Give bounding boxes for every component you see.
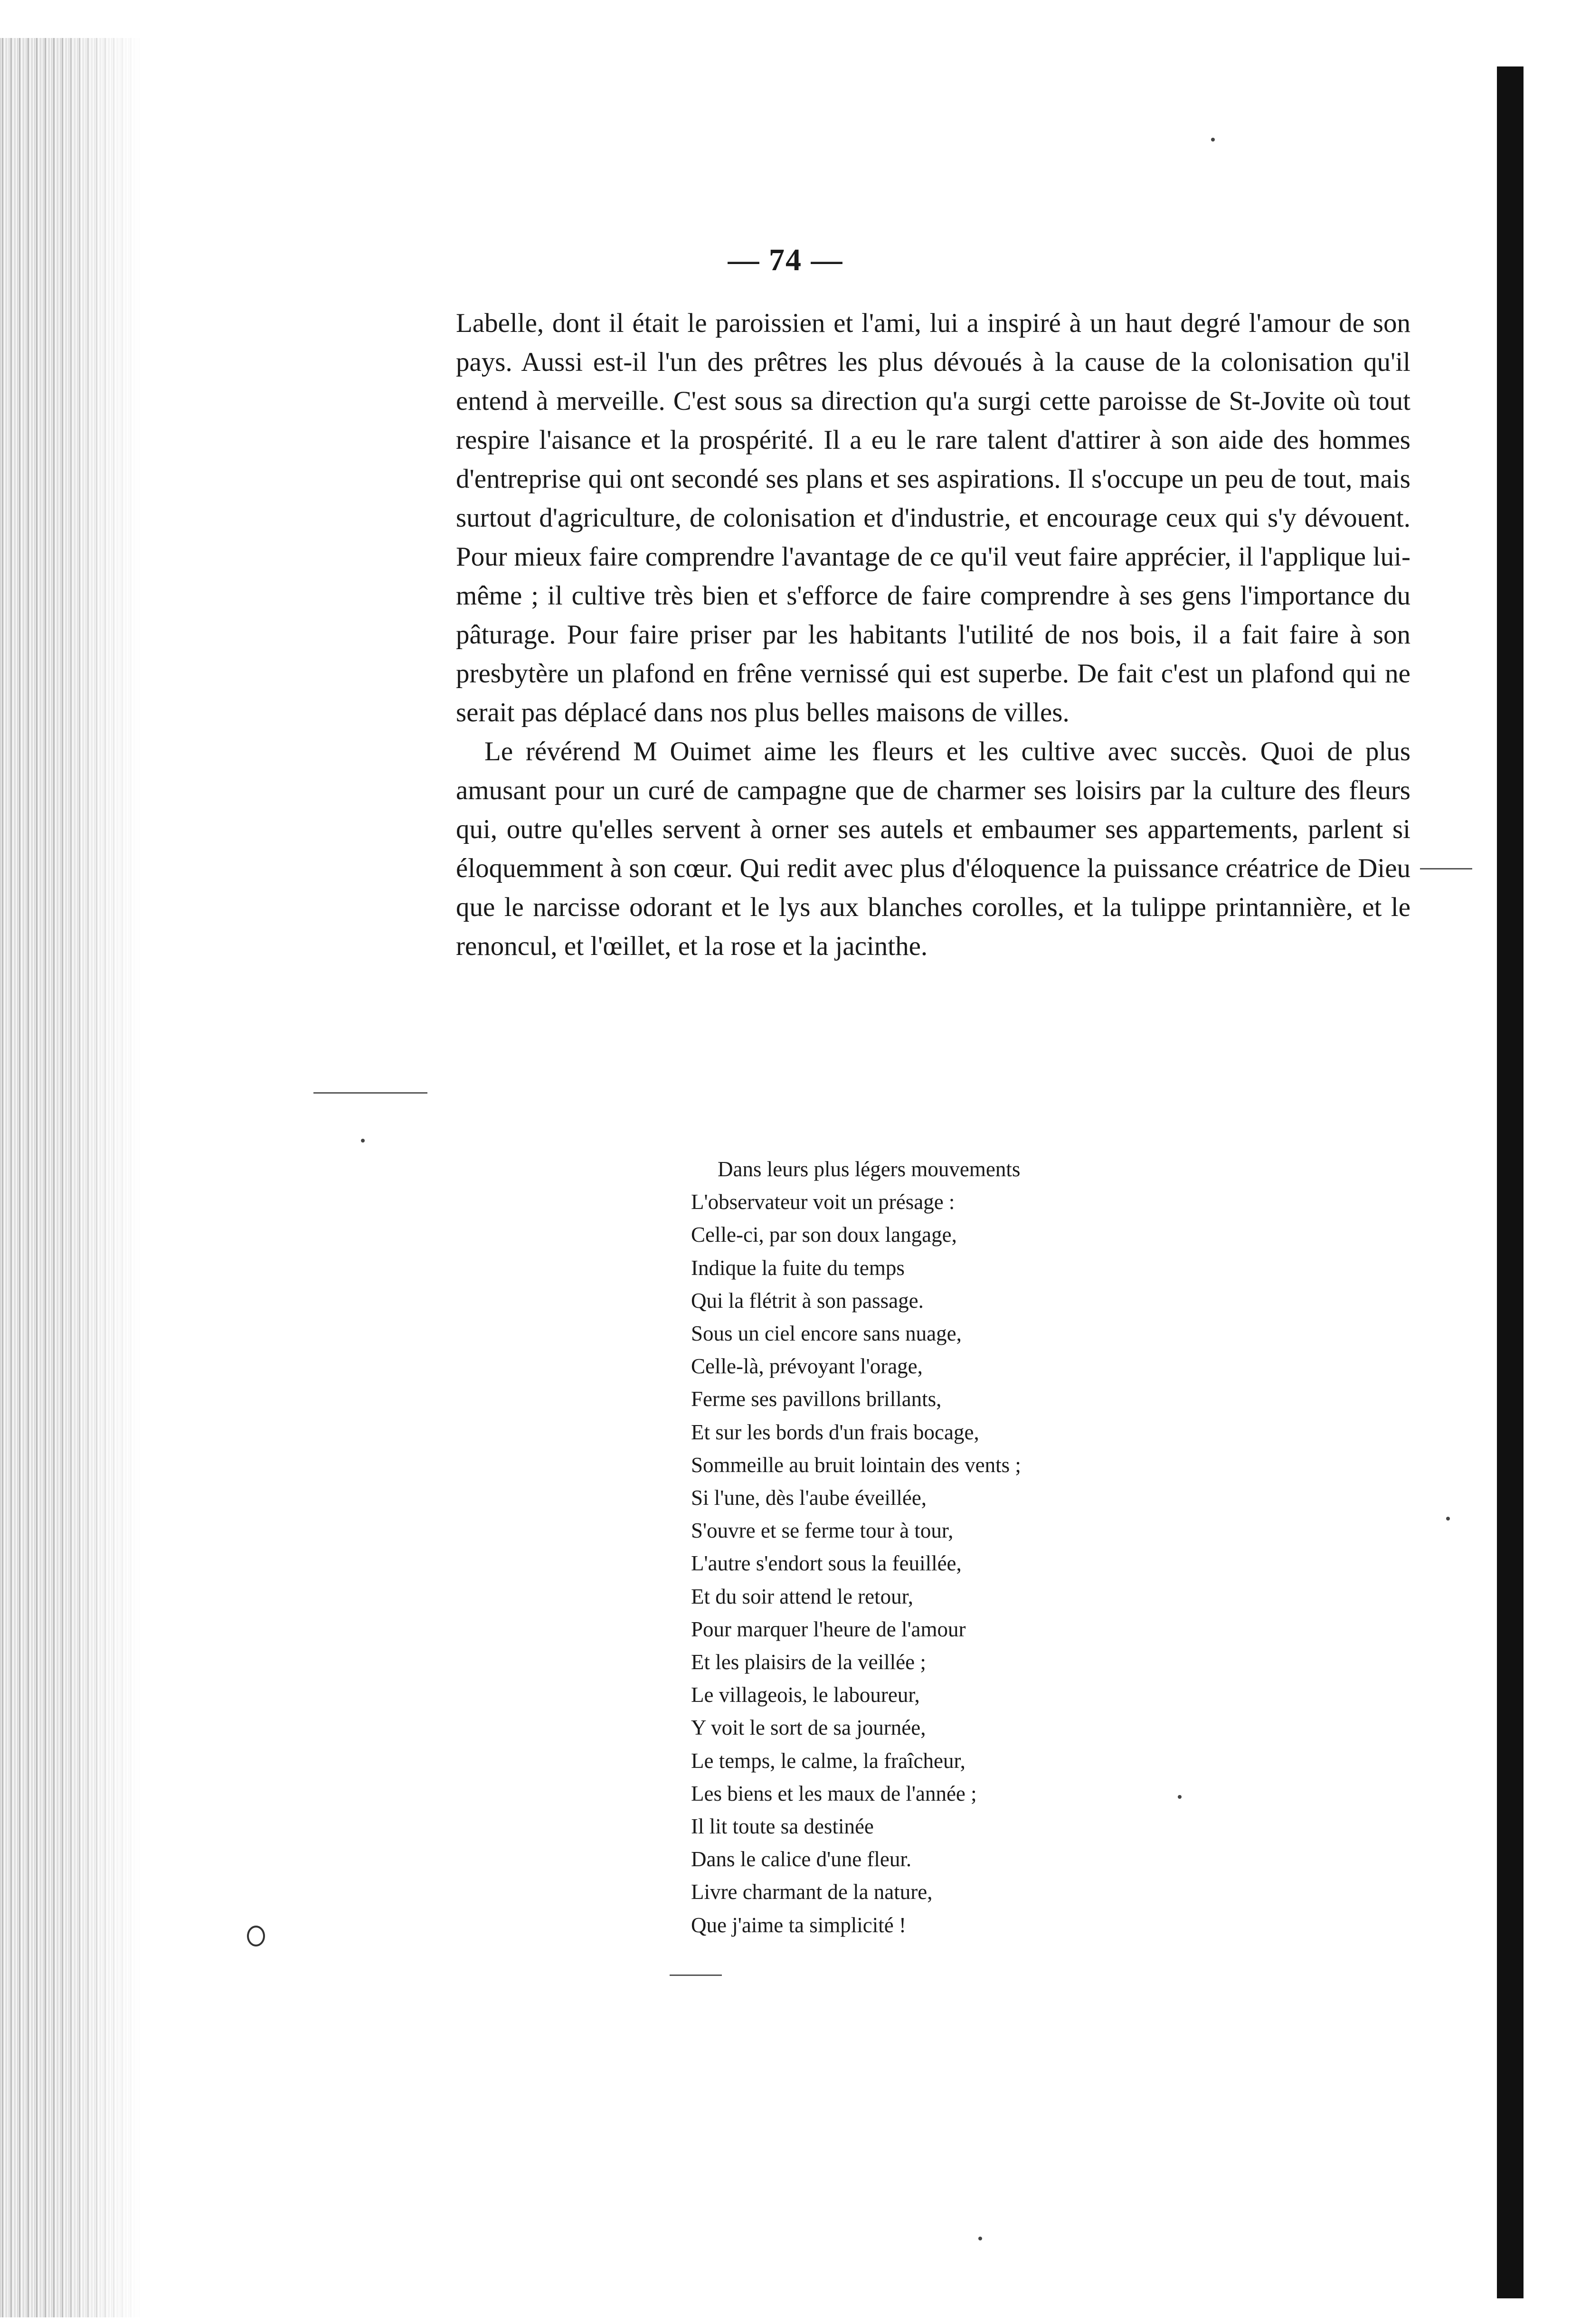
scan-rule-mark [1420,868,1472,869]
scan-speck [978,2237,982,2240]
poem-line: Le temps, le calme, la fraîcheur, [691,1748,965,1773]
poem-line: Sommeille au bruit lointain des vents ; [691,1453,1021,1477]
poem-line: Dans le calice d'une fleur. [691,1847,912,1871]
paragraph: Labelle, dont il était le paroissien et l'ami, lui a inspiré à un haut degré l'amour de son pays. Aussi est-il l'un des prêtres les plus dévoués à la cause de la colonisation qu'il entend à merveille. C'est sous sa direction qu'a surgi cette paroisse de St-Jovite où tout respire l'aisance et la prospérité. Il a eu le rare talent d'attirer à son aide des hommes d'entreprise qui ont secondé ses plans et ses aspirations. Il s'occupe un peu de tout, mais surtout d'agriculture, de colonisation et d'industrie, et encourage ceux qui s'y dévouent. Pour mieux faire comprendre l'avantage de ce qu'il veut faire apprécier, il l'applique lui-même ; il cultive très bien et s'efforce de faire comprendre à ses gens l'importance du pâturage. Pour faire priser par les habitants l'utilité de nos bois, il a fait faire à son presbytère un plafond en frêne vernissé qui est superbe. De fait c'est un plafond qui ne serait pas déplacé dans nos plus belles maisons de villes. [456,308,1410,727]
scan-speck [361,1139,365,1143]
poem-line: Dans leurs plus légers mouvements [718,1157,1021,1181]
page-number: — 74 — [728,243,843,277]
scan-border-bar [1497,66,1524,2298]
poem-line: Et les plaisirs de la veillée ; [691,1650,926,1674]
prose-text [456,304,1410,966]
scan-rule-mark [313,1092,427,1094]
poem-line: L'autre s'endort sous la feuillée, [691,1551,962,1576]
poem-line: S'ouvre et se ferme tour à tour, [691,1519,954,1543]
poem-line: Et du soir attend le retour, [691,1584,914,1608]
poem [691,1153,1166,1942]
poem-line: Le villageois, le laboureur, [691,1683,920,1707]
poem-line: Qui la flétrit à son passage. [691,1288,924,1313]
poem-line: Indique la fuite du temps [691,1256,905,1280]
scan-rule-mark [670,1974,722,1976]
poem-line: Sous un ciel encore sans nuage, [691,1322,962,1346]
paragraph: Le révérend M Ouimet aime les fleurs et les cultive avec succès. Quoi de plus amusant pour un curé de campagne que de charmer ses loisirs par la culture des fleurs qui, outre qu'elles servent à orner ses autels et embaumer ses appartements, parlent si éloquemment à son cœur. Qui redit avec plus d'éloquence la puissance créatrice de Dieu que le narcisse odorant et le lys aux blanches corolles, et la tulippe printannière, et le renoncul, et l'œillet, et la rose et la jacinthe. [456,737,1410,961]
scan-speck [1211,138,1215,142]
poem-line: Il lit toute sa destinée [691,1814,874,1839]
poem-line: Et sur les bords d'un frais bocage, [691,1420,979,1444]
poem-line: Celle-ci, par son doux langage, [691,1223,957,1247]
poem-line: Que j'aime ta simplicité ! [691,1913,906,1937]
poem-line: Pour marquer l'heure de l'amour [691,1617,966,1641]
poem-line: Si l'une, dès l'aube éveillée, [691,1486,927,1510]
scan-speck [1178,1795,1182,1799]
poem-line: Livre charmant de la nature, [691,1880,933,1904]
scan-speck [1446,1517,1450,1521]
poem-line: Ferme ses pavillons brillants, [691,1387,942,1411]
poem-line: Y voit le sort de sa journée, [691,1716,926,1740]
scanned-page-edge [0,38,142,2317]
poem-line: Celle-là, prévoyant l'orage, [691,1354,923,1379]
poem-line: L'observateur voit un présage : [691,1190,955,1214]
scan-speck-circle [247,1926,265,1946]
poem-line: Les biens et les maux de l'année ; [691,1781,977,1805]
